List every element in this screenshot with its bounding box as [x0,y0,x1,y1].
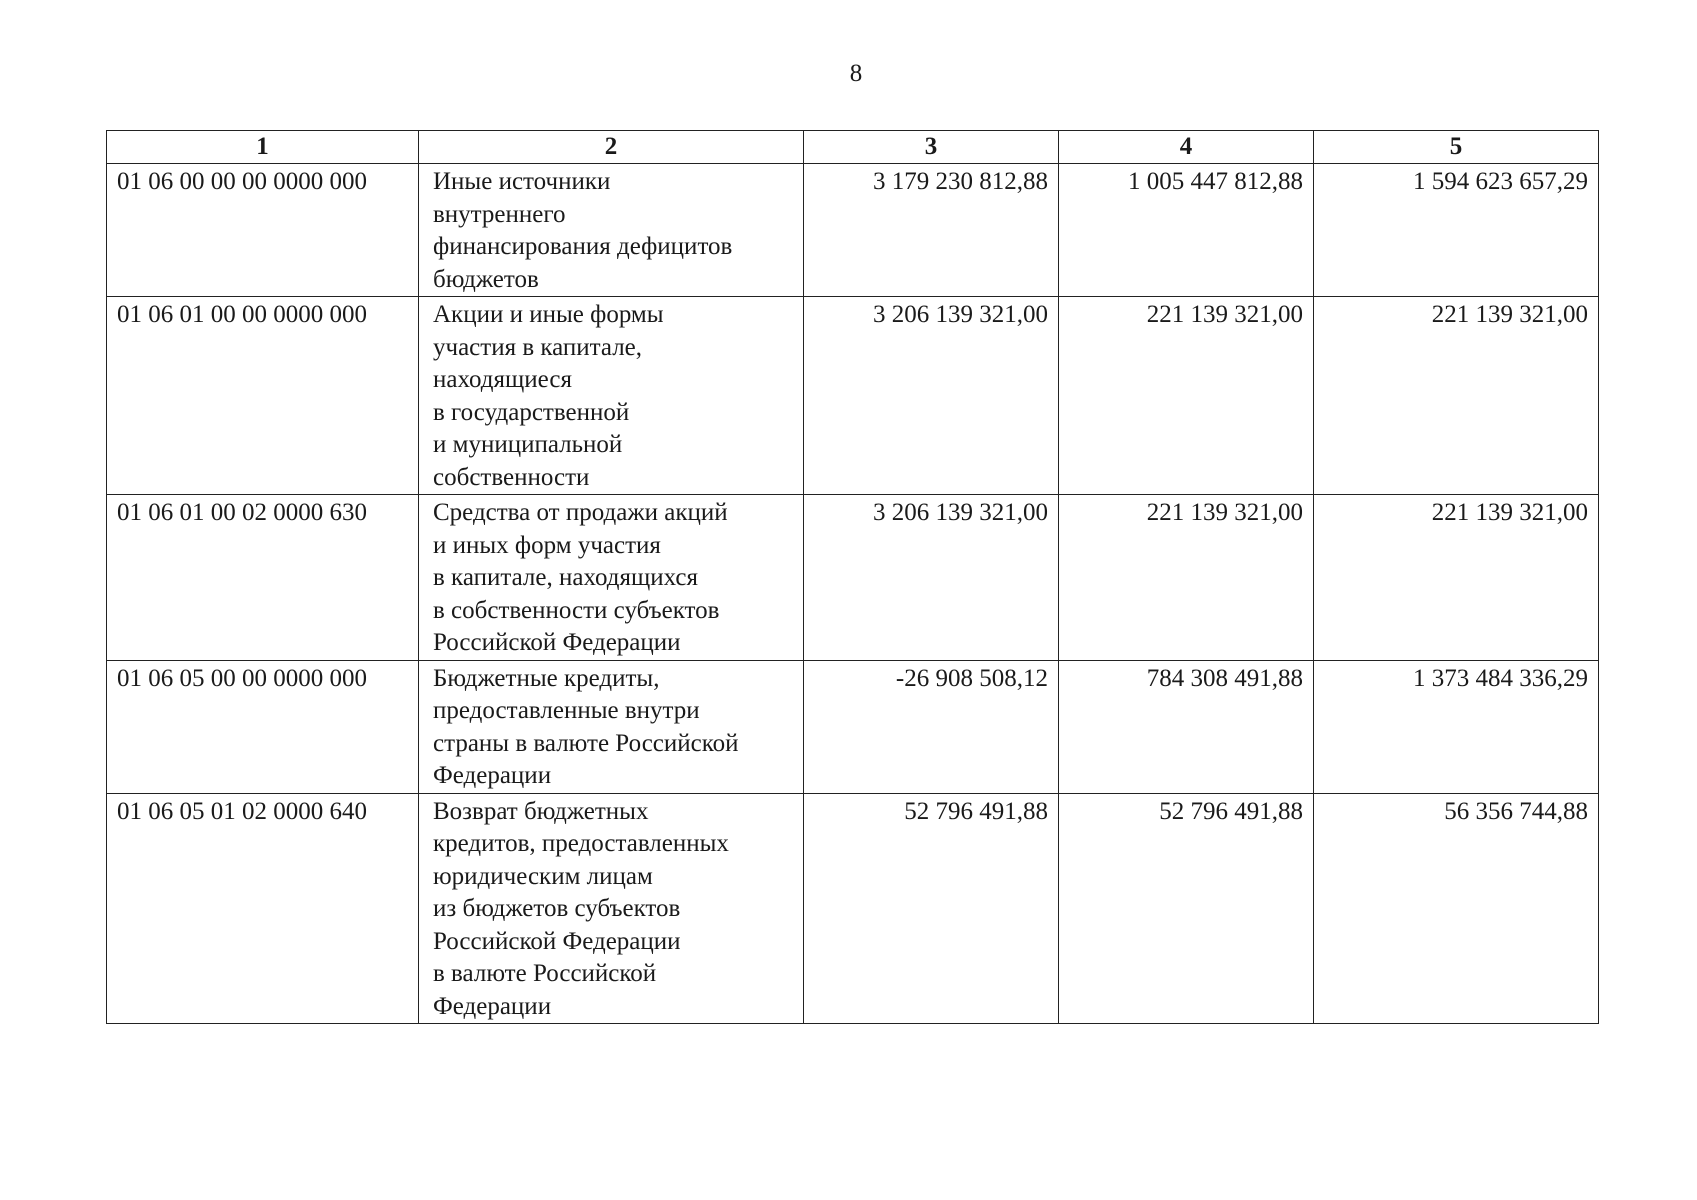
amount-col-3: 3 206 139 321,00 [804,495,1059,661]
header-col-1: 1 [107,131,419,164]
amount-col-3: 52 796 491,88 [804,793,1059,1024]
source-name [419,297,804,495]
classification-code: 01 06 01 00 02 0000 630 [107,495,419,661]
source-name-line: и иных форм участия [433,531,661,559]
classification-code: 01 06 00 00 00 0000 000 [107,164,419,297]
source-name-line: участия в капитале, [433,333,643,361]
page-number: 8 [849,60,863,87]
table-row [107,164,1599,297]
amount-col-4: 784 308 491,88 [1059,660,1314,793]
amount-col-5: 221 139 321,00 [1314,495,1599,661]
header-col-3: 3 [804,131,1059,164]
source-name-line: бюджетов [433,265,539,293]
source-name-line: и муниципальной [433,431,623,458]
header-col-4: 4 [1059,131,1314,164]
amount-col-5: 1 373 484 336,29 [1314,660,1599,793]
source-name [419,164,804,297]
header-col-5: 5 [1314,131,1599,164]
classification-code: 01 06 05 01 02 0000 640 [107,793,419,1024]
source-name-line: в собственности субъектов [433,596,720,624]
source-name-line: в государственной [433,398,630,426]
source-name-line: Иные источники [433,168,611,195]
table-row [107,793,1599,1024]
source-name-line: Российской Федерации [433,629,681,656]
classification-code: 01 06 05 00 00 0000 000 [107,660,419,793]
source-name-line: собственности [433,463,590,491]
source-name-line: Бюджетные кредиты, [433,664,660,692]
source-name-line: кредитов, предоставленных [433,830,729,857]
source-name-line: Федерации [433,762,552,789]
classification-code: 01 06 01 00 00 0000 000 [107,297,419,495]
header-col-2: 2 [419,131,804,164]
header-row [107,131,1599,164]
source-name-line: в капитале, находящихся [433,564,698,591]
amount-col-3: 3 179 230 812,88 [804,164,1059,297]
amount-col-4: 221 139 321,00 [1059,495,1314,661]
amount-col-5: 1 594 623 657,29 [1314,164,1599,297]
source-name-line: страны в валюте Российской [433,729,739,757]
source-name-line: Возврат бюджетных [433,797,649,825]
amount-col-4: 221 139 321,00 [1059,297,1314,495]
table-row [107,297,1599,495]
source-name [419,793,804,1024]
source-name-line: из бюджетов субъектов [433,895,681,922]
source-name [419,660,804,793]
source-name [419,495,804,661]
source-name-line: Федерации [433,992,552,1020]
amount-col-5: 221 139 321,00 [1314,297,1599,495]
amount-col-4: 52 796 491,88 [1059,793,1314,1024]
source-name-line: находящиеся [433,366,572,393]
table-row [107,660,1599,793]
table-row [107,495,1599,661]
amount-col-5: 56 356 744,88 [1314,793,1599,1024]
amount-col-4: 1 005 447 812,88 [1059,164,1314,297]
budget-sources-table [106,130,1599,1024]
source-name-line: предоставленные внутри [433,697,700,724]
amount-col-3: 3 206 139 321,00 [804,297,1059,495]
source-name-line: Российской Федерации [433,927,681,955]
source-name-line: внутреннего [433,200,566,228]
source-name-line: Акции и иные формы [433,301,664,328]
source-name-line: финансирования дефицитов [433,233,733,260]
source-name-line: в валюте Российской [433,960,657,987]
source-name-line: юридическим лицам [433,862,653,890]
source-name-line: Средства от продажи акций [433,499,728,526]
amount-col-3: -26 908 508,12 [804,660,1059,793]
